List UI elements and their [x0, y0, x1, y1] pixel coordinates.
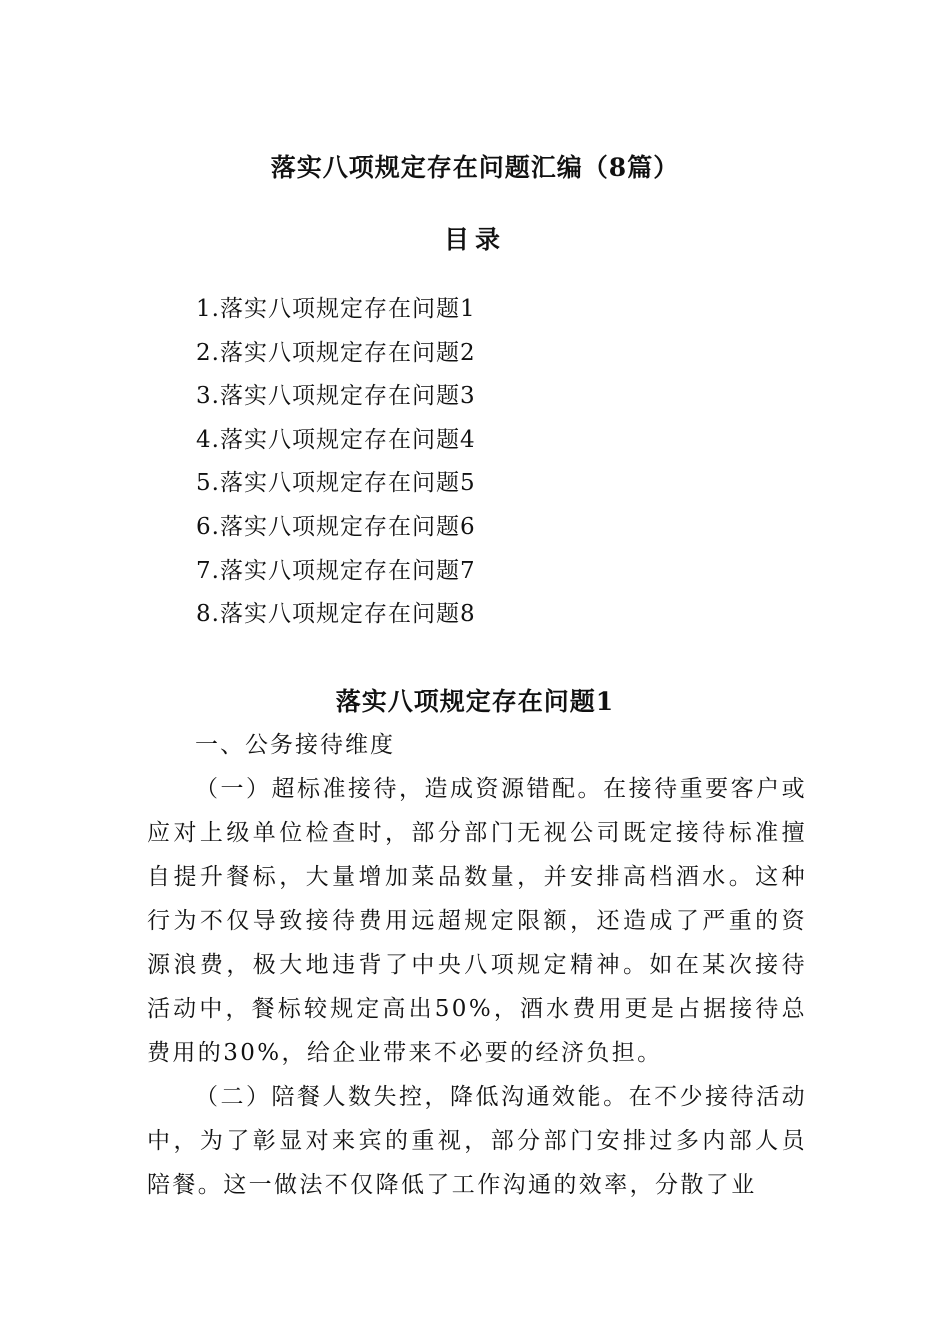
section-heading: 一、公务接待维度: [195, 732, 395, 758]
toc-item-7: 7.落实八项规定存在问题7: [196, 557, 476, 584]
paragraph-1: （一）超标准接待，造成资源错配。在接待重要客户或应对上级单位检查时，部分部门无视公司既定接待标准擅自提升餐标，大量增加菜品数量，并安排高档酒水。这种行为不仅导致接待费用远超规定限额，还造成了严重的资源浪费，极大地违背了中央八项规定精神。如在某次接待活动中，餐标较规定高出50%，酒水费用更是占据接待总费用的30%，给企业带来不必要的经济负担。: [147, 776, 807, 1066]
toc-item-5: 5.落实八项规定存在问题5: [196, 470, 476, 497]
toc-item-4: 4.落实八项规定存在问题4: [196, 426, 476, 453]
table-of-contents: [196, 288, 476, 637]
toc-item-3: 3.落实八项规定存在问题3: [196, 383, 476, 410]
toc-item-2: 2.落实八项规定存在问题2: [196, 339, 476, 366]
toc-item-6: 6.落实八项规定存在问题6: [196, 513, 476, 540]
section-title: 落实八项规定存在问题1: [335, 687, 615, 716]
paragraph-2: （二）陪餐人数失控，降低沟通效能。在不少接待活动中，为了彰显对来宾的重视，部分部门安排过多内部人员陪餐。这一做法不仅降低了工作沟通的效率，分散了业: [147, 1084, 807, 1198]
document-title: 落实八项规定存在问题汇编（8篇）: [270, 153, 680, 182]
section-body: [147, 723, 807, 1207]
toc-item-1: 1.落实八项规定存在问题1: [196, 296, 476, 322]
toc-title: 目录: [443, 225, 506, 254]
toc-item-8: 8.落实八项规定存在问题8: [196, 601, 476, 628]
